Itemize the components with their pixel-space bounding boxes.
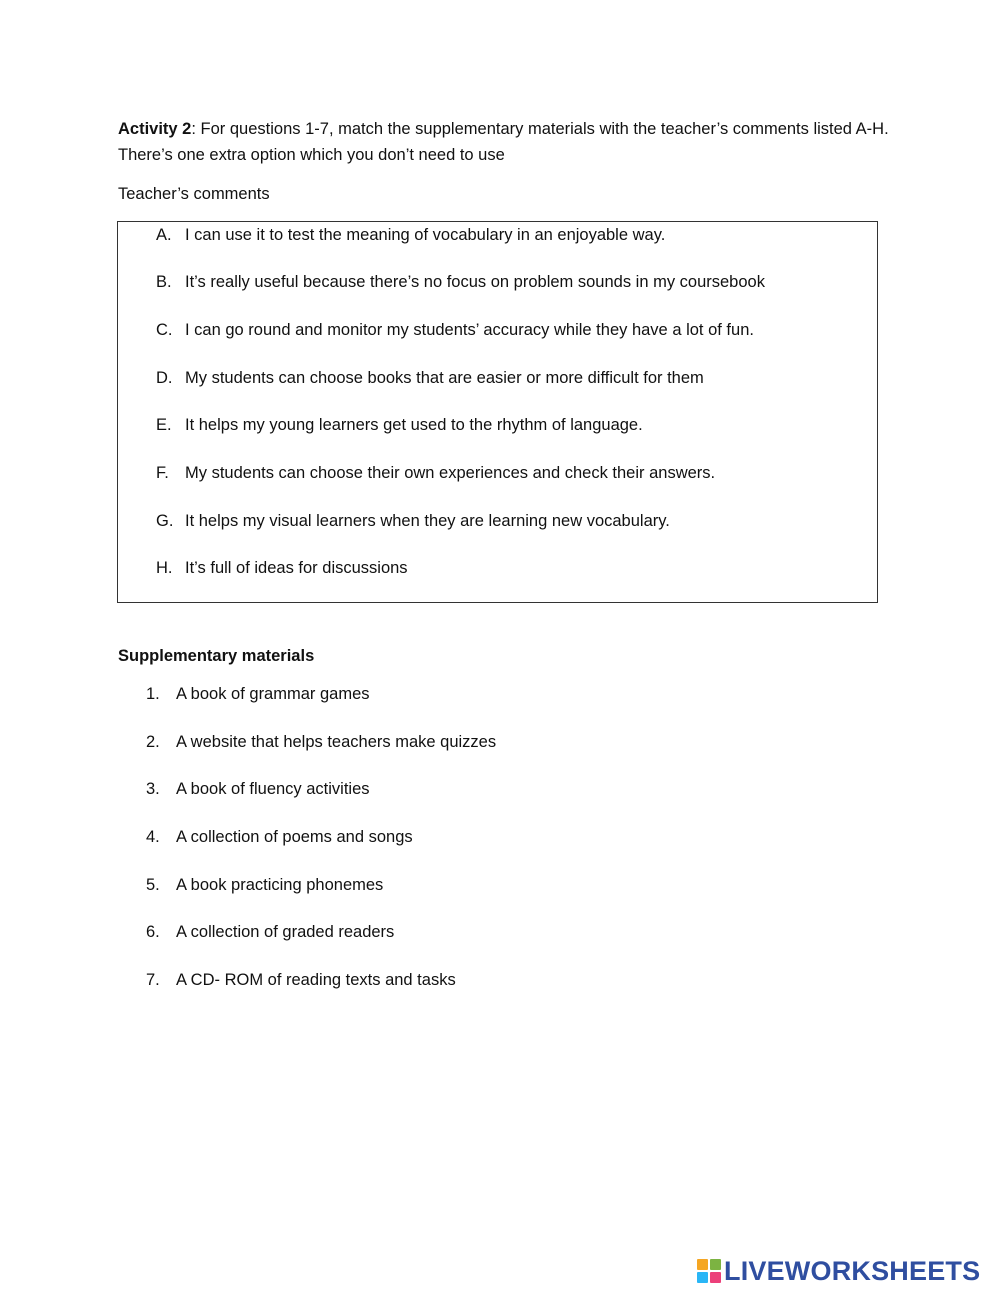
- material-number: 2.: [146, 733, 160, 751]
- comment-letter: A.: [156, 226, 172, 244]
- logo-block: [710, 1259, 721, 1270]
- comment-text: I can use it to test the meaning of vocabulary in an enjoyable way.: [185, 226, 666, 244]
- comment-option: [156, 319, 754, 341]
- comment-letter: G.: [156, 512, 174, 530]
- comment-text: I can go round and monitor my students’ accuracy while they have a lot of fun.: [185, 321, 754, 339]
- comment-text: My students can choose books that are easier or more difficult for them: [185, 369, 704, 387]
- material-text: A book of grammar games: [176, 685, 370, 703]
- comment-letter: H.: [156, 559, 173, 577]
- logo-block: [697, 1259, 708, 1270]
- comment-option: [156, 414, 643, 436]
- materials-heading: Supplementary materials: [118, 647, 315, 665]
- comment-text: It helps my visual learners when they are learning new vocabulary.: [185, 512, 670, 530]
- material-number: 1.: [146, 685, 160, 703]
- comment-letter: B.: [156, 273, 172, 291]
- activity-instructions-text: : For questions 1-7, match the supplementary materials with the teacher’s comments listed A-H. There’s one extra option which you don’t need to use: [118, 120, 889, 164]
- material-item: [146, 921, 394, 943]
- comment-text: It helps my young learners get used to the rhythm of language.: [185, 416, 643, 434]
- material-text: A book of fluency activities: [176, 780, 370, 798]
- logo-block: [710, 1272, 721, 1283]
- material-item: [146, 969, 456, 991]
- comment-letter: C.: [156, 321, 173, 339]
- comment-letter: E.: [156, 416, 172, 434]
- material-number: 3.: [146, 780, 160, 798]
- activity-instructions: [118, 116, 908, 168]
- comments-heading: Teacher’s comments: [118, 185, 270, 203]
- material-text: A website that helps teachers make quizzes: [176, 733, 497, 751]
- comment-option: [156, 271, 765, 293]
- logo-blocks-icon: [697, 1259, 721, 1283]
- material-number: 5.: [146, 876, 160, 894]
- comment-text: It’s really useful because there’s no focus on problem sounds in my coursebook: [185, 273, 765, 291]
- material-text: A book practicing phonemes: [176, 876, 384, 894]
- comment-option: [156, 462, 715, 484]
- material-item: [146, 778, 370, 800]
- material-text: A CD- ROM of reading texts and tasks: [176, 971, 456, 989]
- material-text: A collection of poems and songs: [176, 828, 413, 846]
- material-number: 6.: [146, 923, 160, 941]
- logo-block: [697, 1272, 708, 1283]
- material-number: 4.: [146, 828, 160, 846]
- material-number: 7.: [146, 971, 160, 989]
- liveworksheets-logo: [697, 1257, 980, 1285]
- material-item: [146, 683, 370, 705]
- activity-label: Activity 2: [118, 120, 192, 138]
- comment-letter: D.: [156, 369, 173, 387]
- comment-option: [156, 367, 704, 389]
- comment-option: [156, 510, 670, 532]
- comment-option: [156, 224, 665, 246]
- comment-letter: F.: [156, 464, 169, 482]
- teacher-comments-box: [117, 221, 878, 603]
- logo-text: LIVEWORKSHEETS: [724, 1255, 981, 1286]
- material-item: [146, 874, 383, 896]
- comment-text: It’s full of ideas for discussions: [185, 559, 408, 577]
- material-text: A collection of graded readers: [176, 923, 395, 941]
- material-item: [146, 731, 496, 753]
- material-item: [146, 826, 413, 848]
- comment-option: [156, 557, 408, 579]
- comment-text: My students can choose their own experiences and check their answers.: [185, 464, 716, 482]
